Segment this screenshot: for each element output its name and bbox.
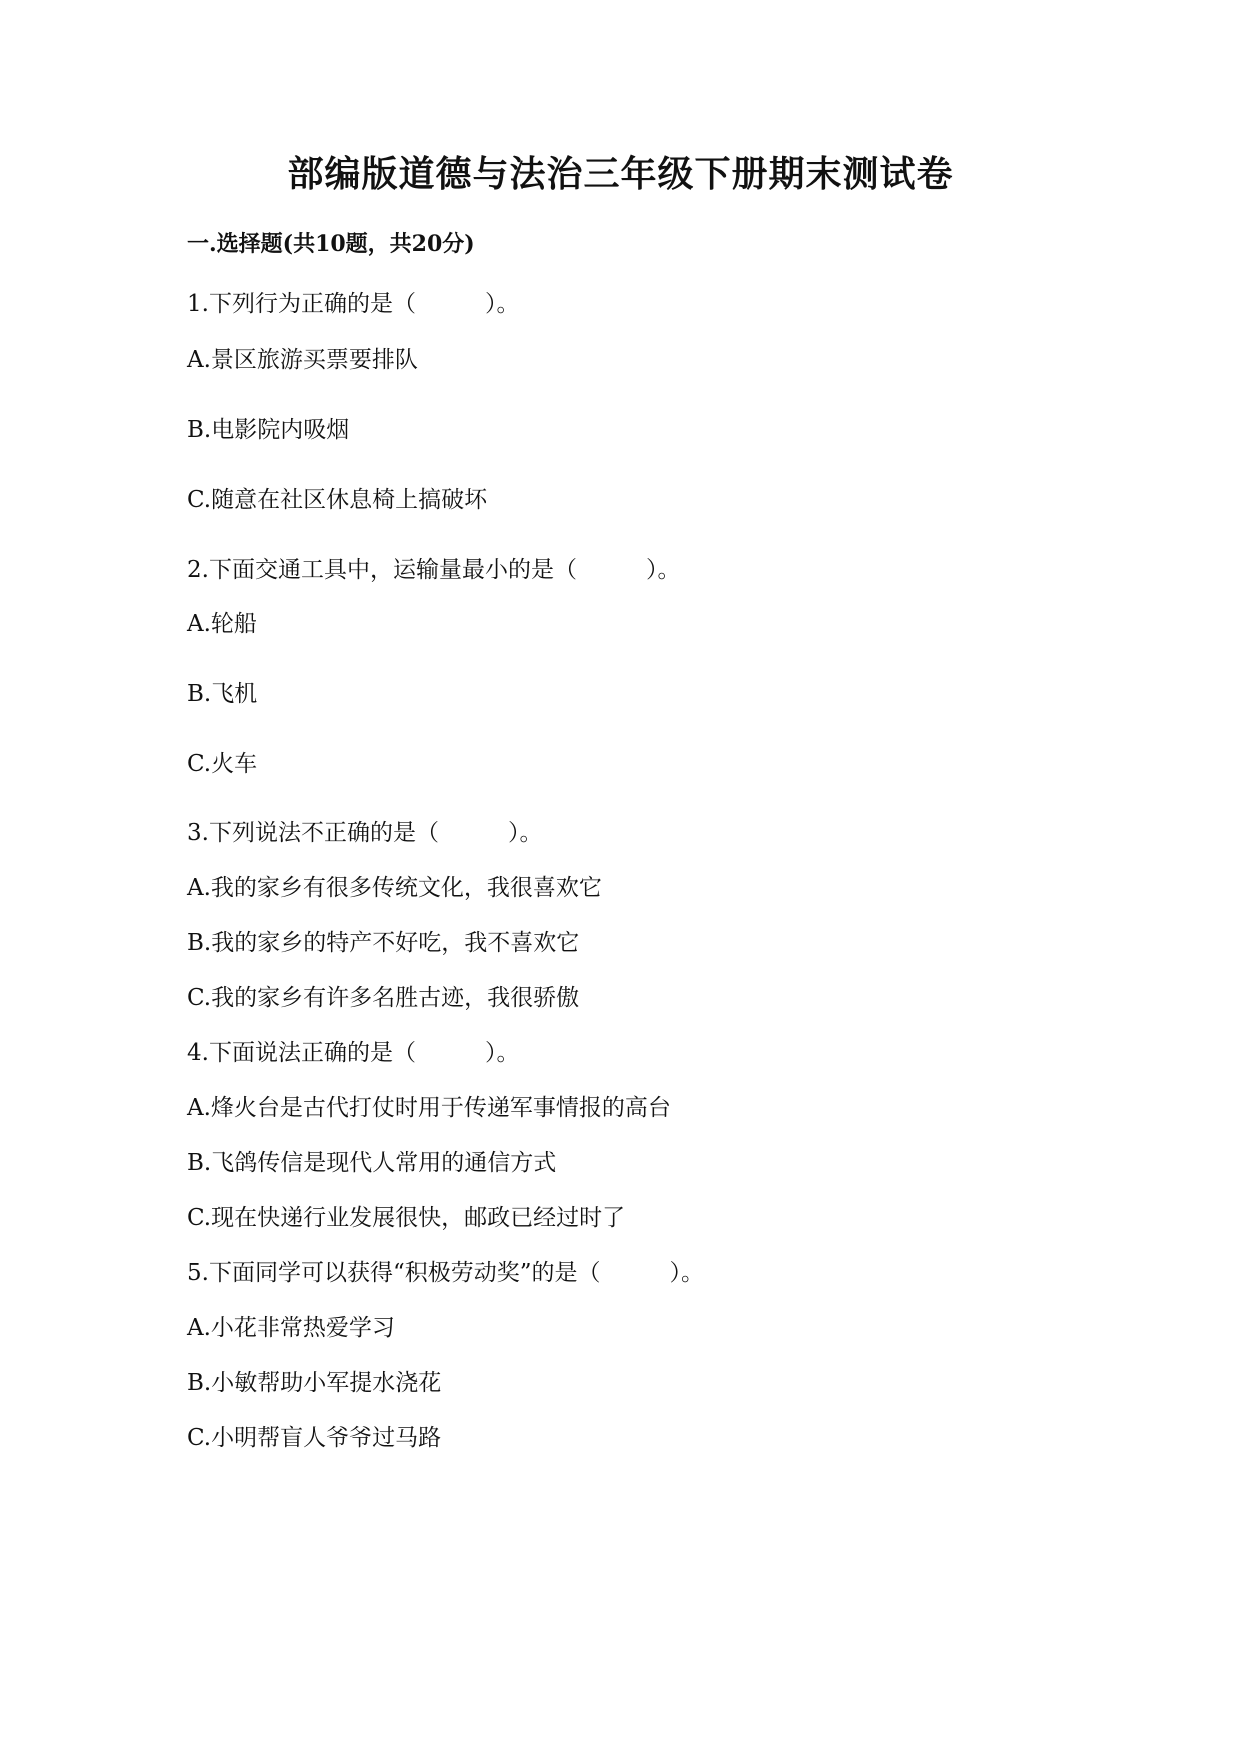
question-3-stem: 3.下列说法不正确的是（ ）。 xyxy=(187,820,543,846)
question-1-stem: 1.下列行为正确的是（ ）。 xyxy=(187,291,520,317)
question-4-option-c: C.现在快递行业发展很快，邮政已经过时了 xyxy=(187,1205,626,1231)
page-title: 部编版道德与法治三年级下册期末测试卷 xyxy=(287,153,954,195)
question-1-option-b: B.电影院内吸烟 xyxy=(187,417,350,443)
question-2-option-c: C.火车 xyxy=(187,751,258,777)
question-5-option-a: A.小花非常热爱学习 xyxy=(187,1315,395,1341)
question-3-option-c: C.我的家乡有许多名胜古迹，我很骄傲 xyxy=(187,985,580,1011)
question-4-stem: 4.下面说法正确的是（ ）。 xyxy=(187,1040,520,1066)
question-2-stem: 2.下面交通工具中，运输量最小的是（ ）。 xyxy=(187,557,681,583)
question-5-option-b: B.小敏帮助小军提水浇花 xyxy=(187,1370,442,1396)
question-3-option-b: B.我的家乡的特产不好吃，我不喜欢它 xyxy=(187,930,580,956)
question-4-option-b: B.飞鸽传信是现代人常用的通信方式 xyxy=(187,1150,557,1176)
question-1-option-c: C.随意在社区休息椅上搞破坏 xyxy=(187,487,488,513)
question-3-option-a: A.我的家乡有很多传统文化，我很喜欢它 xyxy=(187,875,602,901)
question-2-option-a: A.轮船 xyxy=(187,611,257,637)
question-4-option-a: A.烽火台是古代打仗时用于传递军事情报的高台 xyxy=(187,1095,671,1121)
section-heading: 一.选择题(共10题，共20分) xyxy=(187,231,475,257)
question-2-option-b: B.飞机 xyxy=(187,681,258,707)
question-5-stem: 5.下面同学可以获得“积极劳动奖”的是（ ）。 xyxy=(187,1260,704,1286)
question-1-option-a: A.景区旅游买票要排队 xyxy=(187,347,418,373)
question-5-option-c: C.小明帮盲人爷爷过马路 xyxy=(187,1425,442,1451)
